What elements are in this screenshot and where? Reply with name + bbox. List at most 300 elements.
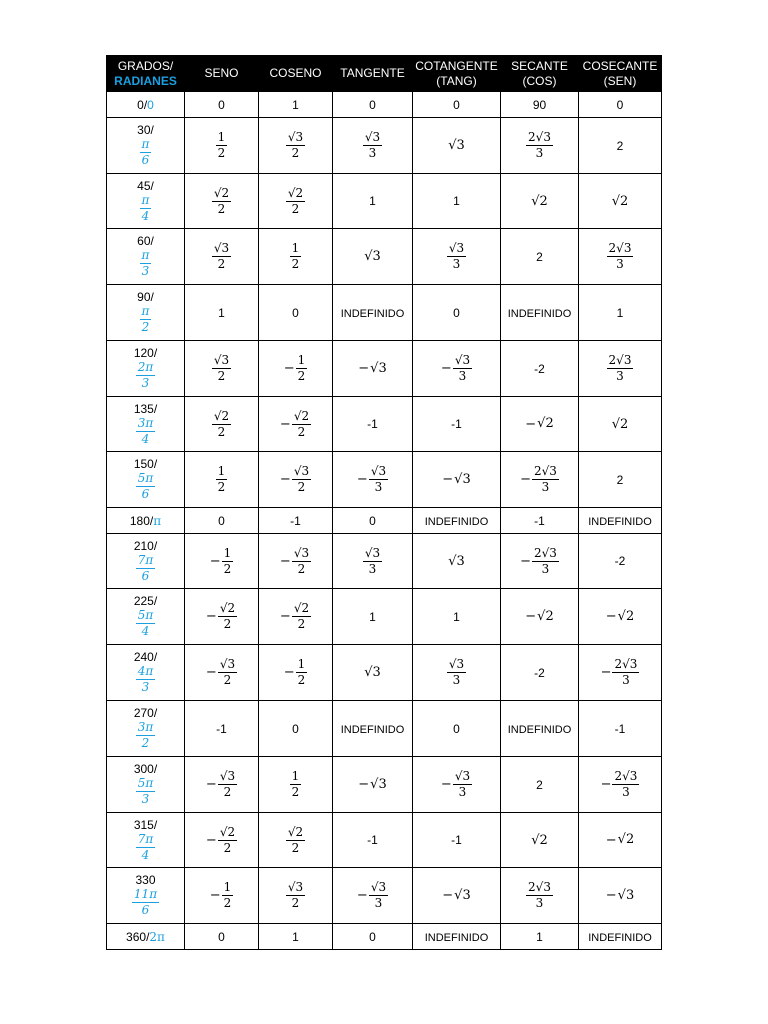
fraction-numerator: 5π — [137, 608, 154, 622]
angle-radians — [140, 137, 152, 167]
angle-degrees: 150/ — [133, 457, 158, 471]
cell-coseno — [259, 174, 333, 229]
cell-number: -1 — [451, 833, 462, 847]
minus-sign: − — [205, 777, 217, 792]
cell-tangente — [333, 92, 413, 118]
angle-degrees: 210/ — [133, 538, 158, 553]
angle-cell — [107, 868, 185, 924]
cell-secante — [501, 92, 579, 118]
radian-fraction — [136, 553, 156, 584]
cell-expression: √3 — [370, 360, 387, 376]
minus-sign: − — [209, 553, 221, 569]
fraction-denominator: 2 — [291, 201, 300, 216]
fraction-numerator: 2√3 — [533, 545, 557, 560]
fraction-numerator: 4π — [137, 664, 154, 678]
angle-degrees: 135/ — [133, 401, 158, 416]
fraction — [212, 353, 231, 384]
cell-expression: √2 — [537, 416, 554, 432]
cell-cotangente — [413, 174, 501, 229]
cell-secante — [501, 452, 579, 508]
cell-cotangente — [413, 701, 501, 757]
header-secante-line1: SECANTE — [511, 58, 568, 73]
cell-number: 0 — [369, 97, 376, 112]
cell-expression: √2 — [617, 832, 635, 848]
fraction-numerator: π — [141, 137, 150, 151]
fraction — [212, 241, 231, 272]
angle-cell — [107, 118, 185, 174]
fraction-numerator: 1 — [291, 241, 300, 255]
cell-cosecante — [579, 229, 662, 285]
cell-seno — [185, 508, 259, 534]
table-row — [107, 285, 662, 341]
header-secante — [501, 56, 579, 92]
header-cotangente-line1: COTANGENTE — [415, 58, 498, 73]
cell-seno — [185, 174, 259, 229]
cell-expression: √2 — [537, 608, 554, 624]
angle-degrees: 225/ — [133, 594, 158, 608]
radian-fraction — [136, 664, 156, 695]
fraction-denominator: 3 — [368, 146, 377, 160]
cell-seno — [185, 285, 259, 341]
fraction — [216, 130, 228, 161]
cell-expression: √3 — [454, 471, 471, 487]
angle-degrees: 360/ — [126, 929, 150, 944]
fraction-denominator: 3 — [535, 896, 544, 910]
cell-cotangente — [413, 645, 501, 701]
fraction-numerator: √2 — [287, 185, 304, 200]
table-row — [107, 92, 662, 118]
cell-secante — [501, 701, 579, 757]
radian-fraction — [140, 137, 152, 168]
fraction-denominator: 6 — [141, 153, 150, 167]
cell-tangente — [333, 285, 413, 341]
cell-seno — [185, 868, 259, 924]
angle-cell — [107, 701, 185, 757]
minus-sign: − — [205, 832, 217, 848]
cell-text: INDEFINIDO — [424, 931, 489, 944]
fraction-denominator: 2 — [217, 146, 226, 160]
table-row — [107, 757, 662, 813]
fraction-numerator: √2 — [219, 601, 236, 615]
cell-cosecante — [579, 701, 662, 757]
fraction-denominator: 3 — [622, 673, 630, 687]
cell-cosecante — [579, 924, 662, 950]
cell-cotangente — [413, 508, 501, 534]
cell-cosecante — [579, 285, 662, 341]
minus-sign: − — [520, 472, 531, 487]
trig-table — [106, 55, 662, 950]
fraction-denominator: 3 — [141, 680, 150, 694]
fraction-numerator: 1 — [291, 769, 300, 783]
cell-expression: √3 — [364, 665, 381, 680]
angle-cell — [107, 589, 185, 645]
fraction-numerator: √3 — [219, 657, 236, 671]
cell-coseno — [259, 757, 333, 813]
angle-degrees: 300/ — [133, 762, 158, 776]
cell-seno — [185, 534, 259, 589]
cell-coseno — [259, 452, 333, 508]
header-radianes: RADIANES — [114, 73, 177, 88]
fraction — [212, 409, 231, 440]
fraction-denominator: 2 — [217, 257, 226, 271]
cell-number: 0 — [453, 97, 460, 112]
cell-cosecante — [579, 341, 662, 397]
fraction-numerator: √3 — [448, 657, 465, 671]
table-row — [107, 341, 662, 397]
cell-tangente — [333, 645, 413, 701]
minus-sign: − — [442, 472, 454, 488]
angle-degrees: 30/ — [137, 123, 154, 137]
cell-seno — [185, 813, 259, 868]
angle-degrees: 0/ — [137, 97, 148, 112]
cell-cosecante — [579, 397, 662, 452]
angle-cell — [107, 924, 185, 950]
fraction — [607, 353, 634, 384]
minus-sign: − — [209, 888, 221, 903]
table-header-row — [107, 56, 662, 92]
fraction-denominator: 2 — [223, 896, 232, 910]
fraction-numerator: √3 — [454, 769, 471, 783]
angle-cell — [107, 534, 185, 589]
cell-tangente — [333, 534, 413, 589]
fraction-numerator: 5π — [137, 471, 154, 485]
cell-coseno — [259, 701, 333, 757]
fraction-numerator: √3 — [219, 769, 236, 783]
cell-number: 0 — [453, 721, 460, 736]
cell-text: INDEFINIDO — [424, 515, 489, 528]
fraction-denominator: 3 — [141, 376, 150, 390]
table-row — [107, 397, 662, 452]
angle-radians — [140, 304, 152, 334]
minus-sign: − — [520, 553, 531, 569]
fraction-numerator: √3 — [364, 130, 381, 144]
fraction-denominator: 4 — [141, 431, 150, 446]
cell-text: INDEFINIDO — [340, 723, 405, 736]
angle-cell — [107, 452, 185, 508]
fraction-denominator: 2 — [297, 561, 306, 576]
header-cosecante-line1: COSECANTE — [582, 58, 658, 73]
cell-cotangente — [413, 285, 501, 341]
fraction-denominator: 2 — [291, 146, 300, 160]
fraction — [369, 880, 388, 911]
angle-radians — [140, 248, 152, 278]
angle-radians: 2π — [149, 929, 165, 944]
fraction — [292, 409, 311, 440]
cell-text: INDEFINIDO — [507, 307, 572, 320]
fraction-denominator: 2 — [297, 617, 306, 631]
cell-coseno — [259, 813, 333, 868]
radian-fraction — [136, 360, 156, 391]
cell-number: 0 — [292, 721, 299, 736]
cell-number: -2 — [614, 554, 626, 568]
angle-cell — [107, 229, 185, 285]
cell-cotangente — [413, 924, 501, 950]
fraction-denominator: 2 — [291, 257, 300, 271]
cell-cotangente — [413, 534, 501, 589]
header-secante-line2: (COS) — [522, 73, 557, 88]
cell-tangente — [333, 868, 413, 924]
cell-cosecante — [579, 452, 662, 508]
cell-secante — [501, 118, 579, 174]
cell-seno — [185, 452, 259, 508]
header-grados: GRADOS/ — [117, 58, 174, 73]
fraction-denominator: 3 — [541, 561, 550, 576]
angle-cell — [107, 285, 185, 341]
angle-degrees: 315/ — [133, 817, 158, 832]
cell-number: -1 — [534, 513, 545, 528]
cell-text: INDEFINIDO — [340, 307, 405, 320]
fraction — [363, 130, 382, 161]
cell-number: 1 — [369, 194, 376, 208]
fraction-denominator: 2 — [297, 369, 306, 383]
fraction-numerator: 2√3 — [608, 353, 632, 367]
cell-cosecante — [579, 645, 662, 701]
cell-cotangente — [413, 813, 501, 868]
fraction — [292, 546, 311, 577]
angle-degrees: 60/ — [137, 234, 154, 248]
fraction-denominator: 4 — [141, 208, 150, 223]
cell-number: 2 — [536, 777, 543, 792]
minus-sign: − — [358, 777, 370, 793]
cell-coseno — [259, 229, 333, 285]
fraction — [286, 825, 305, 856]
fraction — [607, 241, 634, 272]
minus-sign: − — [440, 777, 452, 792]
header-seno: SENO — [185, 56, 259, 92]
cell-cotangente — [413, 868, 501, 924]
fraction-denominator: 2 — [141, 320, 150, 334]
cell-tangente — [333, 508, 413, 534]
cell-expression: √3 — [370, 776, 387, 792]
cell-secante — [501, 174, 579, 229]
table-row — [107, 118, 662, 174]
cell-number: 0 — [218, 929, 225, 944]
header-cotangente-line2: (TANG) — [436, 73, 477, 88]
fraction-numerator: 1 — [217, 464, 226, 478]
cell-number: -2 — [534, 665, 545, 680]
fraction — [212, 186, 231, 217]
cell-secante — [501, 757, 579, 813]
cell-cotangente — [413, 452, 501, 508]
radian-fraction — [136, 608, 156, 639]
cell-number: -1 — [367, 417, 378, 431]
fraction-denominator: 2 — [217, 480, 226, 494]
fraction-numerator: 1 — [217, 130, 226, 144]
header-cosecante-line2: (SEN) — [603, 73, 637, 88]
table-row — [107, 701, 662, 757]
fraction-denominator: 3 — [541, 480, 550, 494]
cell-secante — [501, 397, 579, 452]
fraction-numerator: √3 — [287, 880, 304, 894]
fraction-denominator: 2 — [291, 840, 300, 855]
table-row — [107, 508, 662, 534]
cell-cotangente — [413, 92, 501, 118]
cell-tangente — [333, 229, 413, 285]
radian-fraction — [140, 304, 152, 335]
angle-degrees: 90/ — [137, 290, 154, 304]
cell-seno — [185, 92, 259, 118]
minus-sign: − — [356, 472, 368, 487]
table-body — [107, 92, 662, 950]
fraction-denominator: 2 — [291, 785, 300, 799]
fraction — [532, 546, 559, 577]
cell-coseno — [259, 645, 333, 701]
cell-cosecante — [579, 118, 662, 174]
header-cosecante — [579, 56, 662, 92]
angle-degrees: 45/ — [137, 178, 154, 193]
fraction — [222, 880, 234, 911]
angle-degrees: 270/ — [133, 706, 158, 720]
table-row — [107, 534, 662, 589]
fraction — [453, 769, 472, 800]
fraction-denominator: 2 — [223, 840, 232, 855]
minus-sign: − — [356, 888, 368, 903]
fraction — [447, 241, 466, 272]
fraction-denominator: 2 — [141, 736, 150, 750]
fraction — [526, 130, 553, 161]
angle-radians — [140, 192, 152, 223]
fraction — [292, 601, 311, 632]
minus-sign: − — [525, 416, 537, 432]
radian-fraction — [140, 248, 152, 279]
radian-fraction — [136, 471, 156, 502]
cell-seno — [185, 924, 259, 950]
fraction — [292, 464, 311, 495]
fraction-numerator: 5π — [137, 776, 154, 790]
minus-sign: − — [525, 609, 537, 625]
cell-coseno — [259, 534, 333, 589]
fraction — [222, 546, 234, 577]
cell-coseno — [259, 924, 333, 950]
header-tangente: TANGENTE — [333, 56, 413, 92]
cell-coseno — [259, 285, 333, 341]
fraction-denominator: 3 — [458, 369, 467, 383]
fraction-denominator: 2 — [297, 673, 306, 687]
cell-expression: √2 — [531, 832, 548, 848]
minus-sign: − — [283, 361, 295, 376]
cell-secante — [501, 813, 579, 868]
cell-text: INDEFINIDO — [588, 515, 652, 528]
cell-cotangente — [413, 397, 501, 452]
fraction — [453, 353, 472, 384]
fraction-denominator: 6 — [141, 487, 150, 501]
minus-sign: − — [440, 361, 452, 376]
header-cotangente — [413, 56, 501, 92]
fraction — [532, 464, 559, 495]
fraction-denominator: 2 — [217, 201, 226, 216]
fraction-numerator: 2√3 — [614, 657, 638, 671]
cell-coseno — [259, 397, 333, 452]
cell-secante — [501, 508, 579, 534]
cell-number: 90 — [532, 97, 547, 112]
fraction-denominator: 4 — [141, 624, 150, 638]
cell-number: 0 — [292, 305, 299, 320]
cell-expression: √3 — [454, 887, 471, 903]
cell-tangente — [333, 757, 413, 813]
cell-number: 0 — [369, 929, 376, 944]
fraction-denominator: 6 — [141, 568, 150, 583]
cell-secante — [501, 924, 579, 950]
cell-number: 2 — [536, 249, 543, 264]
fraction-numerator: 3π — [137, 720, 154, 734]
radian-fraction — [136, 720, 156, 751]
minus-sign: − — [600, 777, 612, 792]
fraction-numerator: √3 — [213, 353, 230, 367]
cell-number: 1 — [453, 194, 460, 208]
fraction-numerator: √3 — [287, 130, 304, 144]
minus-sign: − — [605, 888, 617, 904]
cell-cotangente — [413, 118, 501, 174]
cell-cosecante — [579, 174, 662, 229]
cell-expression: √3 — [364, 249, 381, 264]
fraction — [290, 769, 302, 800]
fraction — [612, 769, 639, 800]
minus-sign: − — [279, 609, 291, 624]
cell-number: -1 — [614, 721, 626, 736]
radian-fraction — [140, 193, 152, 224]
cell-secante — [501, 534, 579, 589]
angle-cell — [107, 397, 185, 452]
fraction — [447, 657, 466, 688]
fraction-denominator: 3 — [368, 561, 377, 576]
fraction-numerator: √2 — [293, 601, 310, 615]
cell-tangente — [333, 341, 413, 397]
cell-number: 1 — [536, 929, 543, 944]
fraction-numerator: √3 — [293, 545, 310, 560]
fraction-denominator: 2 — [217, 424, 226, 439]
cell-coseno — [259, 868, 333, 924]
fraction-numerator: 2√3 — [533, 464, 557, 478]
cell-tangente — [333, 452, 413, 508]
fraction — [218, 825, 237, 856]
fraction-numerator: 7π — [137, 831, 154, 846]
radian-fraction — [136, 832, 156, 863]
cell-secante — [501, 645, 579, 701]
fraction-numerator: √3 — [454, 353, 471, 367]
cell-number: 0 — [453, 305, 460, 320]
fraction-denominator: 2 — [223, 617, 232, 631]
fraction-numerator: √3 — [370, 464, 387, 478]
fraction-numerator: √2 — [213, 185, 230, 200]
angle-cell — [107, 757, 185, 813]
angle-cell — [107, 645, 185, 701]
minus-sign: − — [205, 609, 217, 624]
fraction-numerator: π — [141, 304, 150, 318]
fraction-numerator: π — [141, 248, 150, 262]
cell-cotangente — [413, 589, 501, 645]
fraction-numerator: √2 — [287, 824, 304, 839]
fraction-numerator: 7π — [137, 552, 154, 567]
cell-number: 0 — [218, 513, 225, 528]
fraction-denominator: 3 — [535, 146, 544, 160]
fraction-denominator: 3 — [616, 369, 624, 383]
table-row — [107, 174, 662, 229]
fraction-numerator: 1 — [297, 657, 306, 671]
fraction-denominator: 2 — [291, 896, 300, 910]
cell-expression: √3 — [448, 138, 465, 153]
fraction — [296, 353, 308, 384]
cell-cosecante — [579, 813, 662, 868]
cell-cosecante — [579, 868, 662, 924]
fraction — [369, 464, 388, 495]
cell-seno — [185, 701, 259, 757]
cell-expression: √2 — [611, 416, 629, 432]
fraction-numerator: √2 — [293, 408, 310, 423]
cell-tangente — [333, 174, 413, 229]
fraction-numerator: 3π — [137, 415, 154, 430]
cell-expression: √3 — [448, 553, 465, 569]
fraction-denominator: 3 — [141, 264, 150, 278]
